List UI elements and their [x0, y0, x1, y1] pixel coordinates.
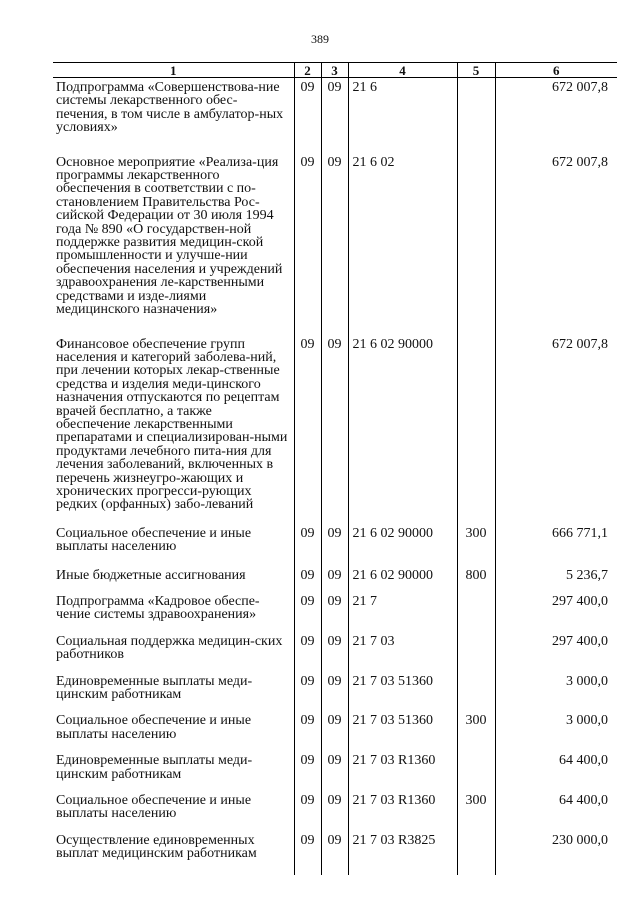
row-expense-type-cell [457, 821, 495, 875]
row-expense-type-cell [457, 622, 495, 662]
row-subsection-cell: 09 [321, 662, 348, 702]
row-subsection-cell: 09 [321, 781, 348, 821]
column-header-3: 3 [321, 63, 348, 78]
row-target-article-cell: 21 6 02 90000 [348, 512, 457, 554]
row-amount-cell: 3 000,0 [495, 662, 617, 702]
row-section-cell: 09 [294, 741, 321, 781]
row-subsection-cell: 09 [321, 821, 348, 875]
row-name-cell: Единовременные выплаты меди-цинским работникам [56, 673, 253, 703]
row-name-cell: Социальное обеспечение и иные выплаты населению [56, 793, 252, 822]
column-header-5: 5 [457, 63, 495, 78]
row-target-article-cell: 21 7 03 R3825 [348, 821, 457, 875]
row-subsection-cell: 09 [321, 78, 348, 135]
table-body [53, 78, 617, 875]
row-amount-cell: 666 771,1 [495, 512, 617, 554]
row-subsection-cell: 09 [321, 317, 348, 512]
table-row [53, 821, 617, 875]
row-target-article-cell: 21 7 03 51360 [348, 701, 457, 741]
row-section-cell: 09 [294, 701, 321, 741]
row-name-cell: Осуществление единовременных выплат медицинским работникам [56, 832, 257, 862]
column-header-2: 2 [294, 63, 321, 78]
row-expense-type-cell: 300 [457, 781, 495, 821]
row-section-cell: 09 [294, 582, 321, 622]
table-row [53, 781, 617, 821]
row-expense-type-cell [457, 582, 495, 622]
row-expense-type-cell: 800 [457, 554, 495, 582]
row-expense-type-cell: 300 [457, 701, 495, 741]
row-section-cell: 09 [294, 662, 321, 702]
table-row [53, 554, 617, 582]
table-row [53, 662, 617, 702]
column-header-1: 1 [53, 63, 294, 78]
row-section-cell: 09 [294, 781, 321, 821]
table-row [53, 741, 617, 781]
row-subsection-cell: 09 [321, 701, 348, 741]
row-amount-cell: 64 400,0 [495, 741, 617, 781]
row-amount-cell: 64 400,0 [495, 781, 617, 821]
row-amount-cell: 672 007,8 [495, 135, 617, 317]
row-amount-cell: 230 000,0 [495, 821, 617, 875]
row-name-cell: Основное мероприятие «Реализа-ция программы лекарственного обеспечения в соответствии с по-становлением Правительства Рос-сийской Федерации от 30 июля 1994 года № 890 «О государствен-ной поддержке развития медицин-ской промышленности и улучше-нии обеспечения населения и учреждений здравоохранения ле-карственными средствами и изде-лиями медицинского назначения» [56, 154, 283, 318]
column-header-4: 4 [348, 63, 457, 78]
row-expense-type-cell [457, 662, 495, 702]
row-target-article-cell: 21 6 02 90000 [348, 554, 457, 582]
row-expense-type-cell [457, 135, 495, 317]
row-section-cell: 09 [294, 78, 321, 135]
row-section-cell: 09 [294, 317, 321, 512]
row-amount-cell: 5 236,7 [495, 554, 617, 582]
row-name-cell: Социальная поддержка медицин-ских работников [56, 633, 283, 663]
row-name-cell: Единовременные выплаты меди-цинским работникам [56, 753, 253, 782]
row-subsection-cell: 09 [321, 135, 348, 317]
row-name-cell: Иные бюджетные ассигнования [56, 567, 246, 583]
row-subsection-cell: 09 [321, 622, 348, 662]
row-expense-type-cell [457, 78, 495, 135]
row-target-article-cell: 21 7 03 [348, 622, 457, 662]
row-amount-cell: 297 400,0 [495, 582, 617, 622]
row-expense-type-cell [457, 317, 495, 512]
table-row [53, 622, 617, 662]
row-expense-type-cell [457, 741, 495, 781]
row-target-article-cell: 21 6 [348, 78, 457, 135]
row-subsection-cell: 09 [321, 582, 348, 622]
table-row [53, 135, 617, 317]
table-row [53, 582, 617, 622]
row-target-article-cell: 21 7 [348, 582, 457, 622]
header-row [53, 63, 617, 78]
row-amount-cell: 3 000,0 [495, 701, 617, 741]
row-subsection-cell: 09 [321, 554, 348, 582]
row-amount-cell: 672 007,8 [495, 78, 617, 135]
row-section-cell: 09 [294, 135, 321, 317]
row-expense-type-cell: 300 [457, 512, 495, 554]
row-section-cell: 09 [294, 821, 321, 875]
row-section-cell: 09 [294, 512, 321, 554]
table-row [53, 512, 617, 554]
page-number: 389 [311, 32, 329, 46]
row-target-article-cell: 21 6 02 90000 [348, 317, 457, 512]
row-target-article-cell: 21 7 03 51360 [348, 662, 457, 702]
row-section-cell: 09 [294, 622, 321, 662]
row-target-article-cell: 21 7 03 R1360 [348, 781, 457, 821]
row-section-cell: 09 [294, 554, 321, 582]
row-amount-cell: 672 007,8 [495, 317, 617, 512]
table-row [53, 701, 617, 741]
row-name-cell: Финансовое обеспечение групп населения и категорий заболева-ний, при лечении которых лекар-ственные средства и изделия меди-цинского назначения отпускаются по рецептам врачей бесплатно, а также обеспечение лекарственными препаратами и специализирован-ными продуктами лечебного пита-ния для лечения заболеваний, включенных в перечень жизнеугро-жающих и хронических прогресси-рующих редких (орфанных) забо-леваний [56, 336, 288, 513]
table-row [53, 317, 617, 512]
row-amount-cell: 297 400,0 [495, 622, 617, 662]
table-row [53, 78, 617, 135]
row-target-article-cell: 21 6 02 [348, 135, 457, 317]
row-name-cell: Социальное обеспечение и иные выплаты населению [56, 713, 252, 742]
row-name-cell: Подпрограмма «Совершенствова-ние системы лекарственного обес-печения, в том числе в амбулатор-ных условиях» [56, 80, 284, 136]
row-name-cell: Подпрограмма «Кадровое обеспе-чение системы здравоохранения» [56, 594, 260, 623]
row-subsection-cell: 09 [321, 741, 348, 781]
budget-table [53, 62, 617, 875]
row-name-cell: Социальное обеспечение и иные выплаты населению [56, 525, 252, 555]
column-header-6: 6 [495, 63, 617, 78]
row-target-article-cell: 21 7 03 R1360 [348, 741, 457, 781]
row-subsection-cell: 09 [321, 512, 348, 554]
